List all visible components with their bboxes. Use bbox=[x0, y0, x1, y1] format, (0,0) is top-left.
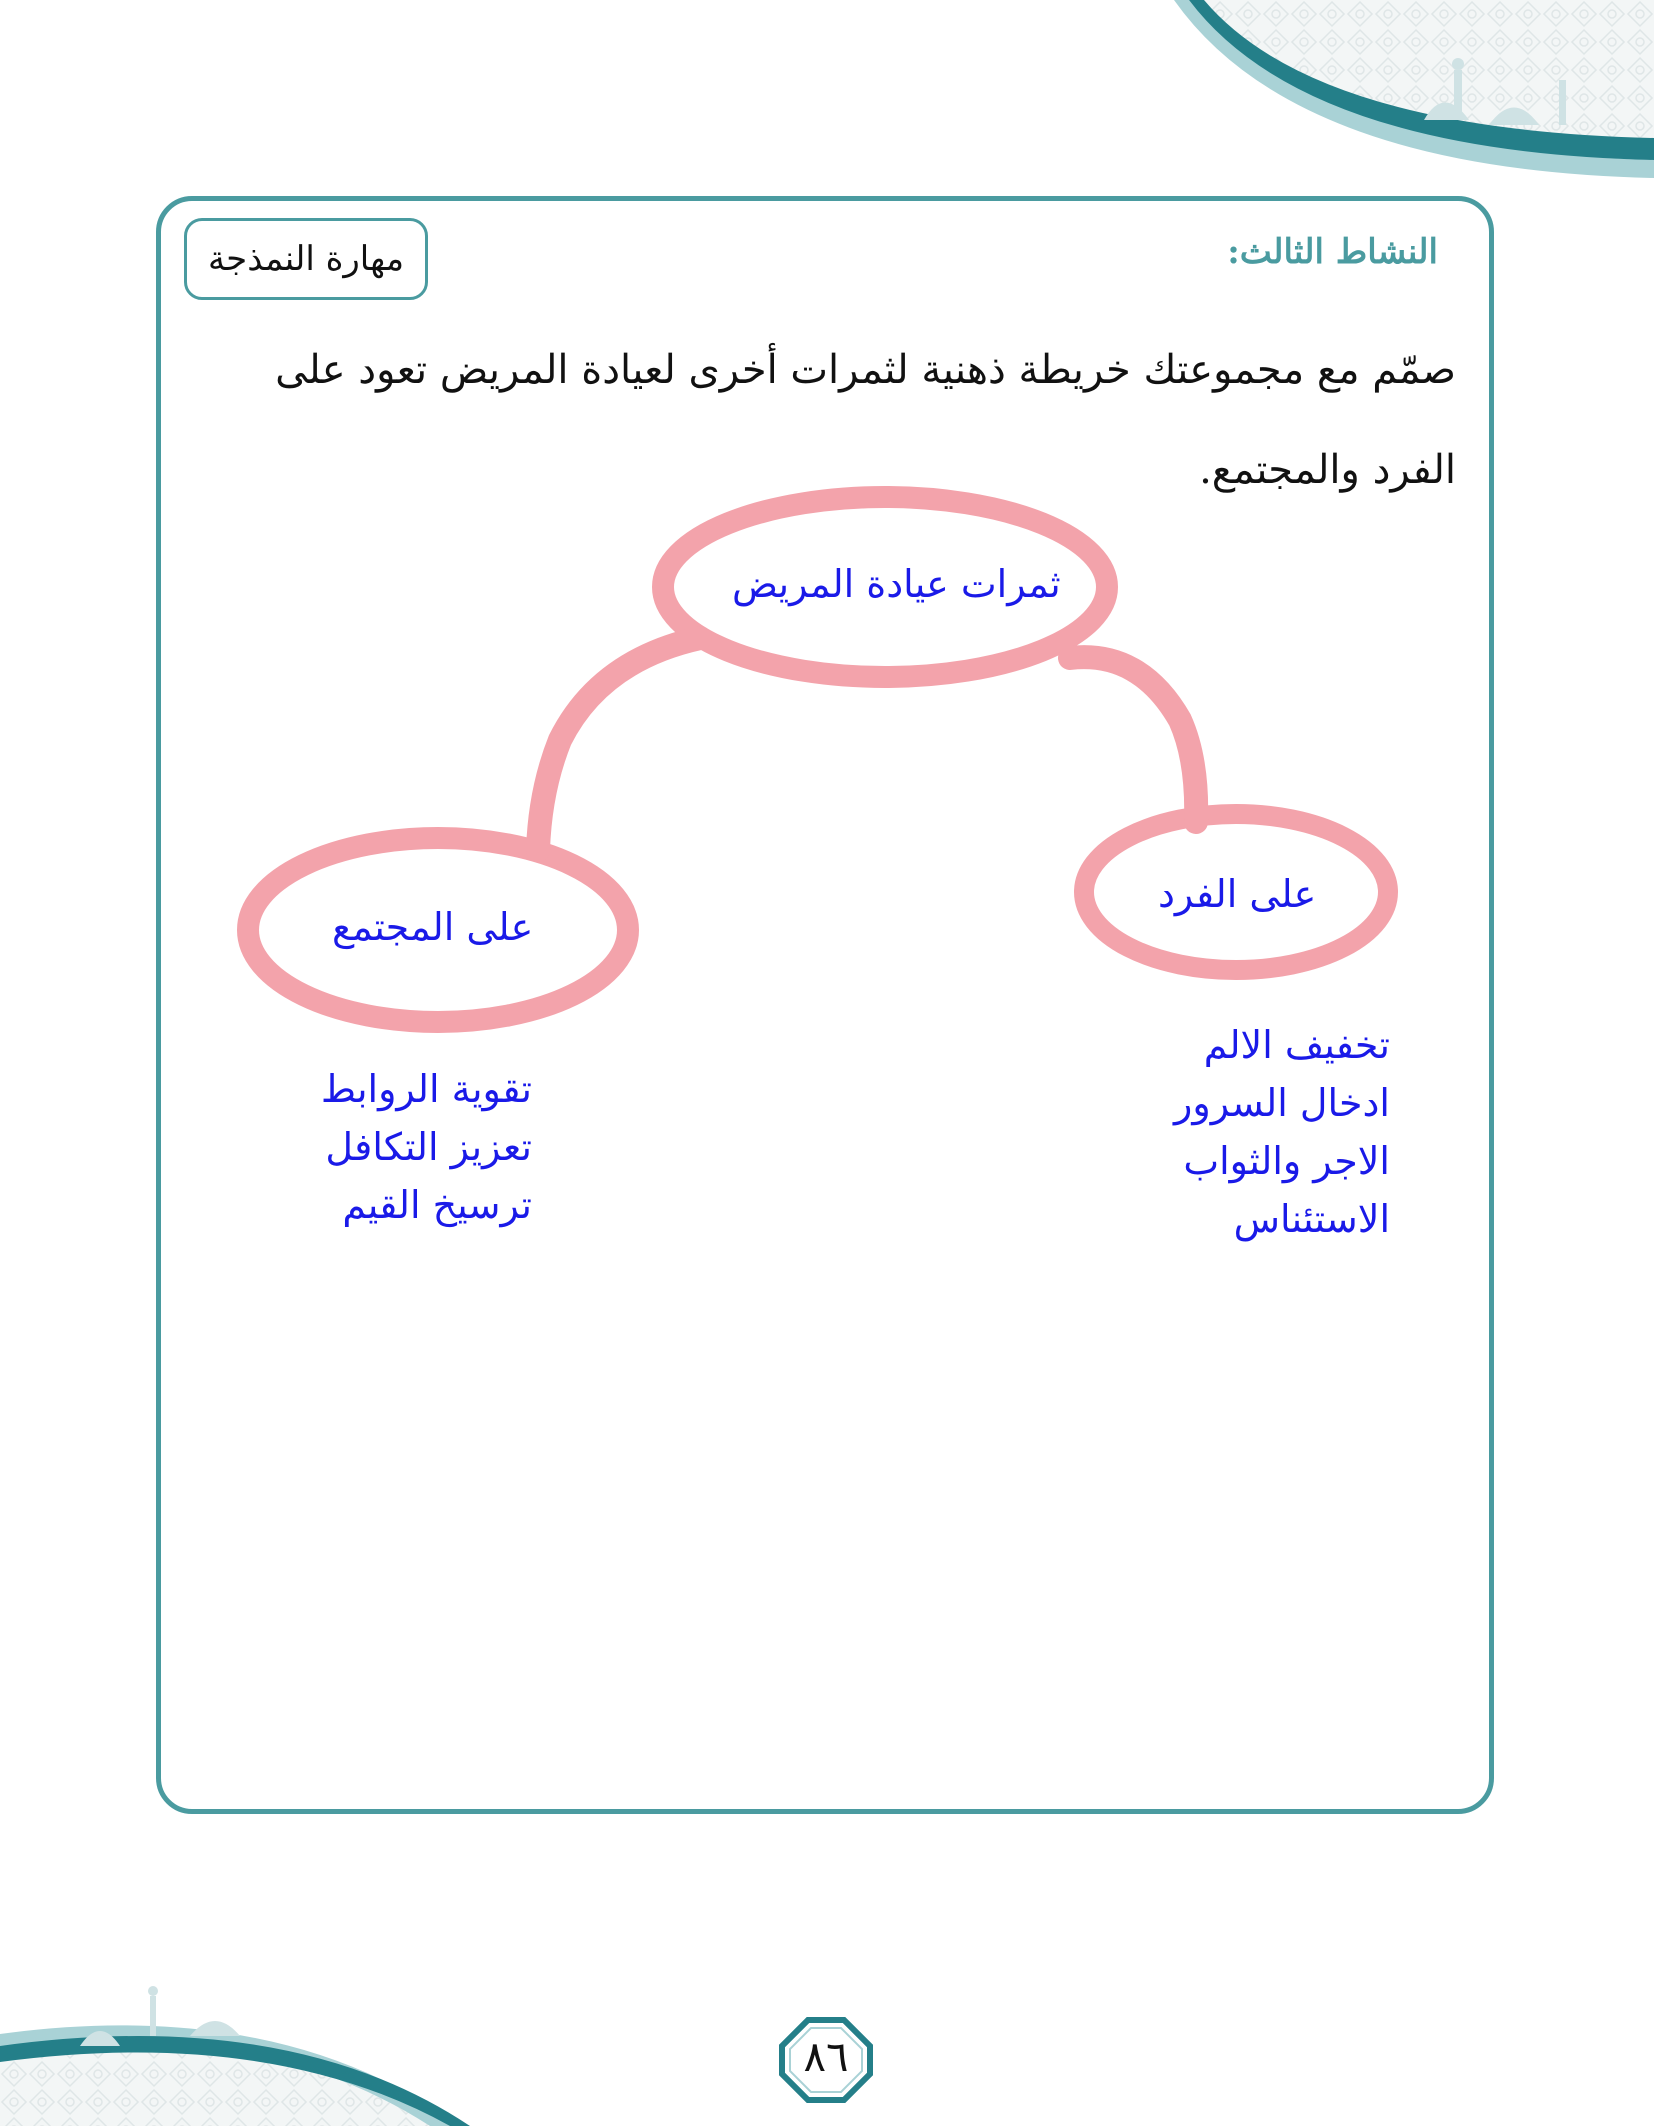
left-node-list bbox=[292, 1060, 532, 1234]
instruction-text: صمّم مع مجموعتك خريطة ذهنية لثمرات أخرى لعيادة المريض تعود على الفرد والمجتمع. bbox=[275, 347, 1456, 493]
list-item: الاستئناس bbox=[1233, 1197, 1390, 1241]
right-connector bbox=[1070, 657, 1196, 822]
page-number: ٨٦ bbox=[803, 2032, 849, 2081]
center-node-label: ثمرات عيادة المريض bbox=[732, 562, 1061, 606]
left-node-label: على المجتمع bbox=[332, 905, 534, 949]
right-node-label: على الفرد bbox=[1158, 872, 1317, 916]
skill-badge: مهارة النمذجة bbox=[184, 218, 428, 300]
list-item: تقوية الروابط bbox=[320, 1067, 532, 1111]
right-node-list bbox=[1140, 1016, 1390, 1248]
list-item: تعزيز التكافل bbox=[325, 1125, 532, 1169]
list-item: الاجر والثواب bbox=[1183, 1139, 1390, 1183]
left-connector bbox=[538, 638, 700, 850]
list-item: تخفيف الالم bbox=[1203, 1023, 1390, 1067]
list-item: ادخال السرور bbox=[1174, 1081, 1390, 1125]
activity-title: النشاط الثالث: bbox=[1227, 232, 1438, 272]
page-number-badge bbox=[778, 2016, 874, 2104]
list-item: ترسيخ القيم bbox=[342, 1183, 532, 1227]
